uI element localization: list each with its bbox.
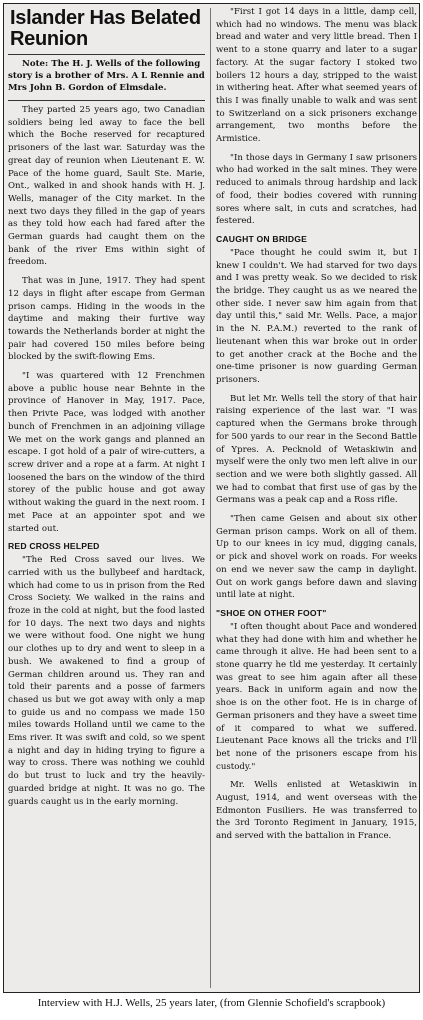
article-paragraph: But let Mr. Wells tell the story of that hair raising experience of the last war. "I was captured when the Germans broke through for 500 yards to our rear in the Second Battle of Ypres. A. Pecknold of Wetaskiwin and myself were the only two men left alive in our section and we were both slightly gassed. All we had to combat that first use of gas by the Germans was a peak cap and a Ross rifle. — [216, 393, 417, 506]
image-caption: Interview with H.J. Wells, 25 years later, (from Glennie Schofield's scrapbook) — [37, 997, 386, 1009]
article-paragraph: "Pace thought he could swim it, but I knew I couldn't. We had starved for two days and I was pretty weak. So we decided to risk the bridge. They caught us as we neared the other side. I never saw him again from that day until this," said Mr. Wells. Pace, a major in the N. P.A.M.) reverted to the rank of lieutenant when this war broke out in order to get another crack at the Boche and the one-time prisoner is now guarding German prisoners. — [216, 247, 417, 385]
article-paragraph: "The Red Cross saved our lives. We carried with us the bullybeef and hardtack, which had come to us in prison from the Red Cross Society. We walked in the rains and froze in the cold at night, but the food lasted for 10 days. The next two days and nights we were without food. One night we hung our clothes up to dry and went to sleep in a bush. We awakened to find a group of German children around us. They ran and told their parents and a posse of farmers chased us but we got away with only a map to guide us and no compass we made 150 miles towards Holland until we came to the Ems river. It was swift and cold, so we spent a night and day in hiding trying to figure a way to cross. There was nothing we couhld do but trust to luck and try the heavily-guarded bridge at night. It was no go. The guards caught us in the early morning. — [8, 555, 205, 807]
article-paragraph: They parted 25 years ago, two Canadian soldiers being led away to face the bell which the Boche reserved for recaptured prisoners of the last war. Saturday was the great day of reunion when Lieutenant E. W. Pace of the home guard, Sault Ste. Marie, Ont., walked in and shook hands with H. J. Wells, manager of the City market. In the next two days they filled in the gap of years as they told how each had fared after the German guards had caught them on the bank of the river Ems within sight of freedom. — [8, 105, 205, 268]
headline-rule — [8, 54, 205, 55]
subheading-shoe-on-other-foot: "SHOE ON OTHER FOOT" — [216, 607, 327, 618]
article-paragraph: That was in June, 1917. They had spent 12 days in flight after escape from German prison camps. Hiding in the woods in the daytime and making their furtive way towards the Netherlands border at night the pair had covered 150 miles before being blocked by the swift-flowing Ems. — [8, 276, 205, 363]
article-paragraph: Mr. Wells enlisted at Wetaskiwin in August, 1914, and went overseas with the Edmonton Fusiliers. He was transferred to the 3rd Toronto Regiment in January, 1915, and served with the battalion in France. — [216, 780, 417, 842]
newspaper-clipping — [3, 3, 420, 993]
article-paragraph: "I was quartered with 12 Frenchmen above a public house near Behnte in the province of Hanover in May, 1917. Pace, then Privte Pace, was lodged with another bunch of Frenchmen in an adjoining village We met on the work gangs and planned an escape. I got hold of a pair of wire-cutters, a screw driver and a rope at a farm. At night I loosened the bars on the window of the third storey of the public house and got away without waking the guard in the next room. I met Pace at an appointer spot and we started out. — [8, 371, 205, 534]
left-column — [8, 6, 205, 990]
article-paragraph: "I often thought about Pace and wondered what they had done with him and whether he came through it alive. He had been sent to a stone quarry he tld me yesterday. It certainly was great to see him again after all these years. Back in uniform again and now the shoe is on the other foot. He is in charge of German prisoners and they have a sweet time of it compared to what we suffered. Lieutenant Pace knows all the tricks and I'll bet none of the prisoners escape from his custody." — [216, 621, 417, 772]
note-rule — [8, 100, 205, 101]
subheading-red-cross: RED CROSS HELPED — [8, 541, 100, 552]
editor-note: Note: The H. J. Wells of the following story is a brother of Mrs. A L Rennie and Mrs John B. Gordon of Elmsdale. — [8, 59, 205, 93]
subheading-caught-on-bridge: CAUGHT ON BRIDGE — [216, 233, 308, 244]
headline: Islander Has Belated Reunion — [10, 7, 201, 50]
article-paragraph: "In those days in Germany I saw prisoners who had worked in the salt mines. They were reduced to animals throug hardship and lack of food, their bodies covered with running sores where salt, in cuts and scratches, had festered. — [216, 152, 417, 227]
column-rule — [210, 8, 211, 988]
article-paragraph: "First I got 14 days in a little, damp cell, which had no windows. The menu was black bread and water and very little bread. Then I went to a stone quarry and later to a sugar factory. At the sugar factory I stoked two boilers 12 hours a day, stripped to the waist in withering heat. After what seemed years of this I was finally unable to walk and was sent to Switzerland on a sick prisoners exchange arrangement, two months before the Armistice. — [216, 7, 417, 145]
right-column — [216, 6, 417, 990]
article-paragraph: "Then came Geisen and about six other German prison camps. Work on all of them. Up to our knees in icy mud, digging canals, or pick and shovel work on roads. For weeks on end we never saw the camp in daylight. Out on work gangs before dawn and slaving until late at night. — [216, 514, 417, 601]
